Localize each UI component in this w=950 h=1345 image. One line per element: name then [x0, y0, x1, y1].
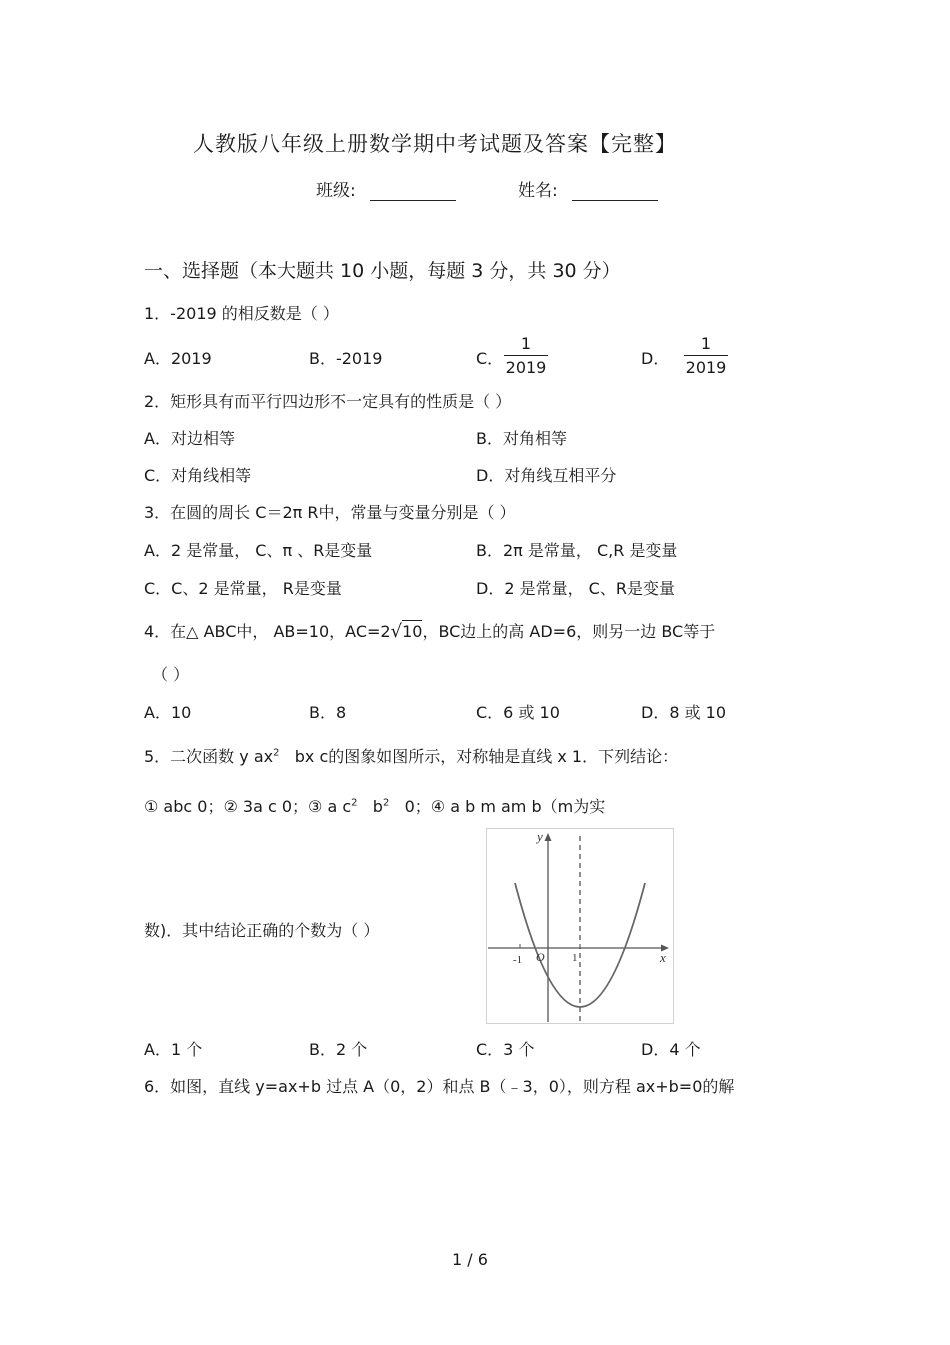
q5-line2-exponent2: 2	[382, 797, 390, 809]
page-title: 人教版八年级上册数学期中考试题及答案【完整】	[193, 132, 677, 156]
q5-line2-part3: 0；④ a b m am b（m为实	[404, 797, 606, 816]
q1-c-denominator: 2019	[505, 358, 547, 377]
q1-option-c-fraction	[504, 334, 548, 377]
page-number: 1 / 6	[452, 1250, 488, 1269]
q5-option-a[interactable]: A．1 个	[144, 1040, 203, 1059]
q2-option-d[interactable]: D．对角线互相平分	[476, 466, 617, 485]
x-axis-label: x	[660, 950, 666, 965]
q5-line1-part1: 5．二次函数 y ax	[144, 747, 274, 766]
q1-option-a[interactable]: A．2019	[144, 349, 212, 368]
q3-option-b[interactable]: B．2π 是常量， C,R 是变量	[476, 541, 678, 560]
q4-stem-part1: 4．在△ ABC中， AB=10，AC=2	[144, 622, 391, 641]
q4-paren: （ ）	[152, 665, 190, 684]
q1-c-numerator: 1	[520, 334, 532, 353]
one-label: 1	[572, 952, 578, 964]
q5-option-b[interactable]: B．2 个	[309, 1040, 368, 1059]
q4-stem-part2: ，BC边上的高 AD=6，则另一边 BC等于	[422, 622, 716, 641]
q5-line2-part1: ① abc 0；② 3a c 0；③ a c	[144, 797, 352, 816]
name-field[interactable]	[518, 176, 658, 201]
q5-line2-part2: b	[372, 797, 383, 816]
q4-option-a[interactable]: A．10	[144, 703, 192, 722]
origin-label: O	[536, 950, 545, 964]
q1-option-b[interactable]: B．-2019	[309, 349, 383, 368]
q3-stem: 3．在圆的周长 C＝2π R中，常量与变量分别是（ ）	[144, 503, 516, 522]
q4-option-b[interactable]: B．8	[309, 703, 347, 722]
q3-option-a[interactable]: A．2 是常量， C、π 、R是变量	[144, 541, 373, 560]
q4-option-c[interactable]: C．6 或 10	[476, 703, 560, 722]
q2-option-b[interactable]: B．对角相等	[476, 429, 567, 448]
q1-option-d-label[interactable]: D．	[641, 349, 670, 368]
class-label: 班级:	[316, 181, 356, 201]
q2-option-a[interactable]: A．对边相等	[144, 429, 235, 448]
q5-option-d[interactable]: D．4 个	[641, 1040, 701, 1059]
q1-stem: 1．-2019 的相反数是（ ）	[144, 304, 339, 323]
q5-line3: 数)．其中结论正确的个数为（ ）	[144, 921, 380, 940]
q6-stem: 6．如图，直线 y=ax+b 过点 A（0，2）和点 B（﹣3，0），则方程 ax+b=0的解	[144, 1077, 735, 1096]
q5-line1-exponent: 2	[273, 747, 280, 759]
class-blank[interactable]	[370, 184, 456, 201]
sqrt-sign-icon: √	[390, 621, 403, 642]
q4-radicand: 10	[402, 622, 423, 641]
q1-option-d-fraction	[684, 334, 728, 377]
q5-option-c[interactable]: C．3 个	[476, 1040, 535, 1059]
q5-line2-exponent1: 2	[351, 797, 358, 809]
q1-d-numerator: 1	[700, 334, 712, 353]
class-field[interactable]	[316, 176, 456, 201]
name-label: 姓名:	[518, 181, 558, 201]
y-axis-label: y	[537, 829, 543, 844]
q5-line1-part2: bx c的图象如图所示，对称轴是直线 x 1．下列结论：	[294, 747, 679, 766]
q1-option-c-label[interactable]: C．	[476, 349, 504, 368]
q2-stem: 2．矩形具有而平行四边形不一定具有的性质是（ ）	[144, 392, 512, 411]
q4-stem	[144, 619, 715, 642]
section-heading: 一、选择题（本大题共 10 小题，每题 3 分，共 30 分）	[144, 260, 621, 282]
neg-one-label: -1	[513, 954, 523, 966]
parabola-graph	[486, 828, 674, 1024]
q1-d-denominator: 2019	[685, 358, 727, 377]
q3-option-c[interactable]: C．C、2 是常量， R是变量	[144, 579, 342, 598]
name-blank[interactable]	[572, 184, 658, 201]
q4-option-d[interactable]: D．8 或 10	[641, 703, 727, 722]
q3-option-d[interactable]: D．2 是常量， C、R是变量	[476, 579, 675, 598]
q5-line1	[144, 744, 678, 767]
q5-line2	[144, 794, 605, 817]
q2-option-c[interactable]: C．对角线相等	[144, 466, 252, 485]
